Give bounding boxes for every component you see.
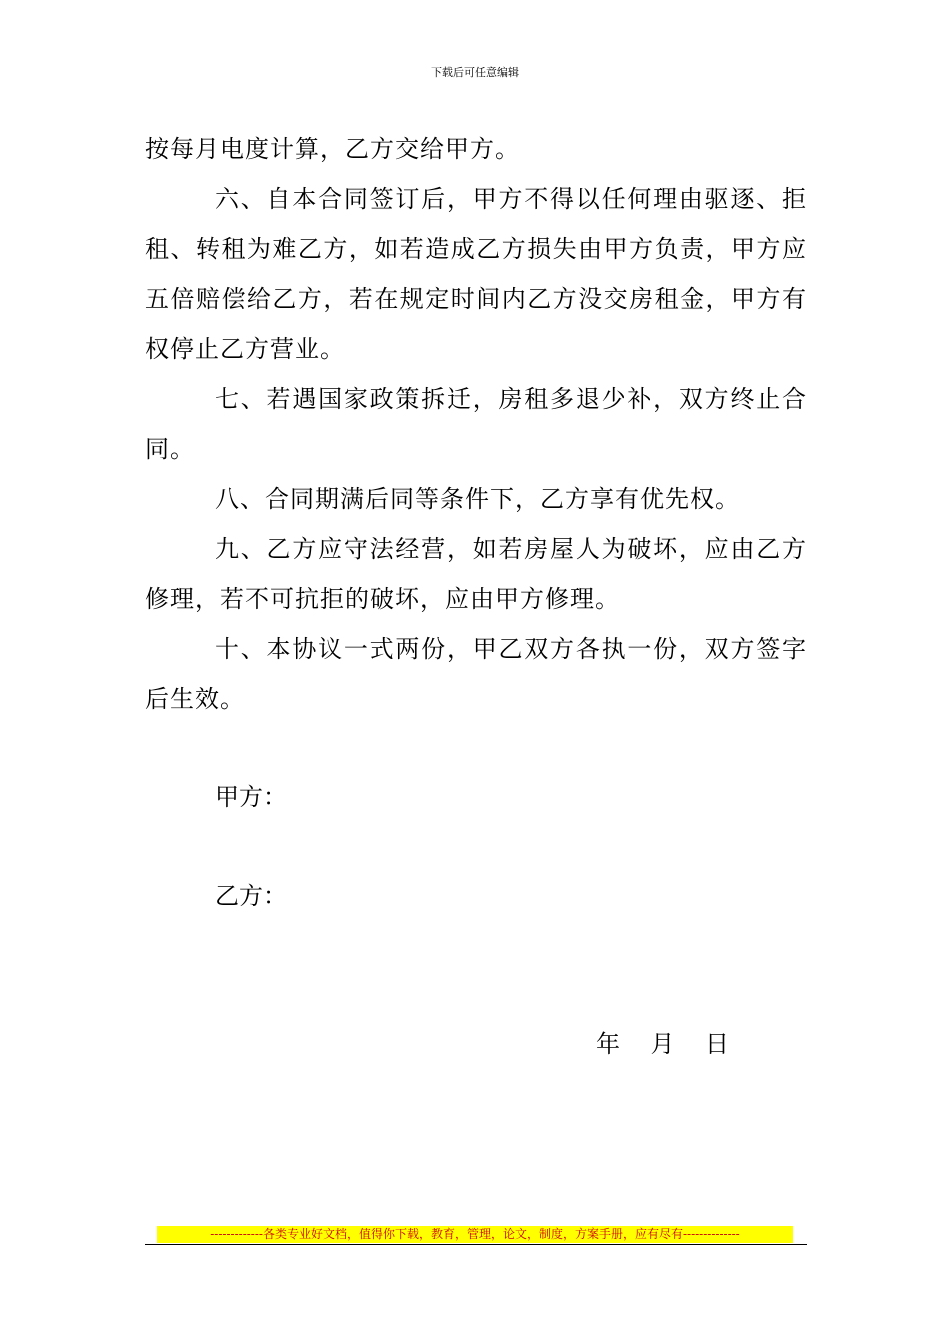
contract-body [145,124,807,724]
footer-banner: -------------各类专业好文档，值得你下载，教育，管理，论文，制度，方案手册，应有尽有-------------- [157,1226,793,1243]
party-a-signature-label: 甲方： [215,783,287,811]
party-b-signature-label: 乙方： [215,882,287,910]
paragraph-clause-6: 六、自本合同签订后，甲方不得以任何理由驱逐、拒租、转租为难乙方，如若造成乙方损失由甲方负责，甲方应五倍赔偿给乙方，若在规定时间内乙方没交房租金，甲方有权停止乙方营业。 [145,185,807,363]
paragraph-clause-9: 九、乙方应守法经营，如若房屋人为破坏，应由乙方修理，若不可抗拒的破坏，应由甲方修理。 [145,535,807,613]
date-line: 年 月 日 [596,1030,730,1058]
paragraph-clause-8: 八、合同期满后同等条件下，乙方享有优先权。 [215,485,740,513]
paragraph-electricity: 按每月电度计算，乙方交给甲方。 [145,135,520,163]
footer-rule [145,1244,807,1245]
header-note: 下载后可任意编辑 [431,66,519,79]
paragraph-clause-10: 十、本协议一式两份，甲乙双方各执一份，双方签字后生效。 [145,635,807,713]
paragraph-clause-7: 七、若遇国家政策拆迁，房租多退少补，双方终止合同。 [145,385,807,463]
